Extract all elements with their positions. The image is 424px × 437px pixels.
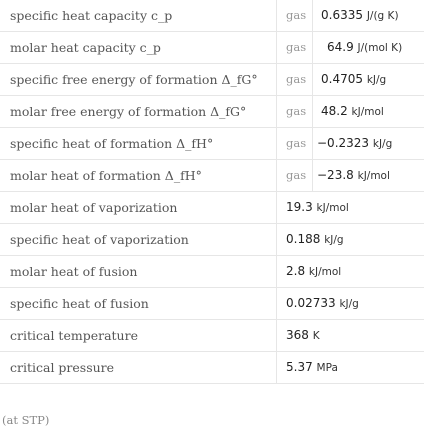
phase-label: gas	[286, 136, 307, 150]
property-label: specific heat of formation Δ_fH°	[10, 136, 214, 151]
table-row	[0, 352, 424, 384]
property-label: specific heat capacity c_p	[10, 8, 173, 23]
column-divider	[276, 288, 277, 319]
column-divider	[276, 192, 277, 223]
phase-label: gas	[286, 168, 307, 182]
phase-label: gas	[286, 72, 307, 86]
phase-label: gas	[286, 8, 307, 22]
table-row	[0, 288, 424, 320]
column-divider	[276, 64, 277, 95]
footnote: (at STP)	[2, 413, 50, 427]
property-label: molar heat of vaporization	[10, 200, 178, 215]
property-value: 0.188 kJ/g	[286, 232, 344, 246]
table-row	[0, 32, 424, 64]
property-label: molar heat of fusion	[10, 264, 138, 279]
column-divider	[276, 0, 277, 31]
table-row	[0, 128, 424, 160]
property-label: molar heat capacity c_p	[10, 40, 161, 55]
column-divider	[312, 32, 313, 63]
table-row	[0, 192, 424, 224]
property-label: specific heat of vaporization	[10, 232, 189, 247]
property-label: molar free energy of formation Δ_fG°	[10, 104, 247, 119]
property-label: specific heat of fusion	[10, 296, 149, 311]
table-row	[0, 320, 424, 352]
table-row	[0, 256, 424, 288]
property-value: 368 K	[286, 328, 320, 342]
property-value: −0.2323 kJ/g	[317, 136, 393, 150]
property-value: 2.8 kJ/mol	[286, 264, 342, 278]
column-divider	[312, 160, 313, 191]
property-label: critical temperature	[10, 328, 138, 343]
column-divider	[312, 128, 313, 159]
column-divider	[276, 352, 277, 383]
column-divider	[276, 224, 277, 255]
property-value: 0.6335 J/(g K)	[321, 8, 399, 22]
property-label: critical pressure	[10, 360, 115, 375]
column-divider	[276, 320, 277, 351]
column-divider	[276, 256, 277, 287]
property-value: 0.02733 kJ/g	[286, 296, 359, 310]
table-row	[0, 96, 424, 128]
phase-label: gas	[286, 104, 307, 118]
property-value: 19.3 kJ/mol	[286, 200, 349, 214]
property-value: 48.2 kJ/mol	[321, 104, 384, 118]
column-divider	[312, 0, 313, 31]
table-row	[0, 160, 424, 192]
column-divider	[276, 160, 277, 191]
column-divider	[276, 128, 277, 159]
property-value: 0.4705 kJ/g	[321, 72, 387, 86]
property-label: molar heat of formation Δ_fH°	[10, 168, 202, 183]
column-divider	[312, 64, 313, 95]
table-row	[0, 64, 424, 96]
property-label: specific free energy of formation Δ_fG°	[10, 72, 258, 87]
column-divider	[276, 96, 277, 127]
property-value: −23.8 kJ/mol	[317, 168, 390, 182]
phase-label: gas	[286, 40, 307, 54]
property-value: 5.37 MPa	[286, 360, 338, 374]
column-divider	[312, 96, 313, 127]
column-divider	[276, 32, 277, 63]
property-value: 64.9 J/(mol K)	[327, 40, 403, 54]
table-row	[0, 224, 424, 256]
table-row	[0, 0, 424, 32]
